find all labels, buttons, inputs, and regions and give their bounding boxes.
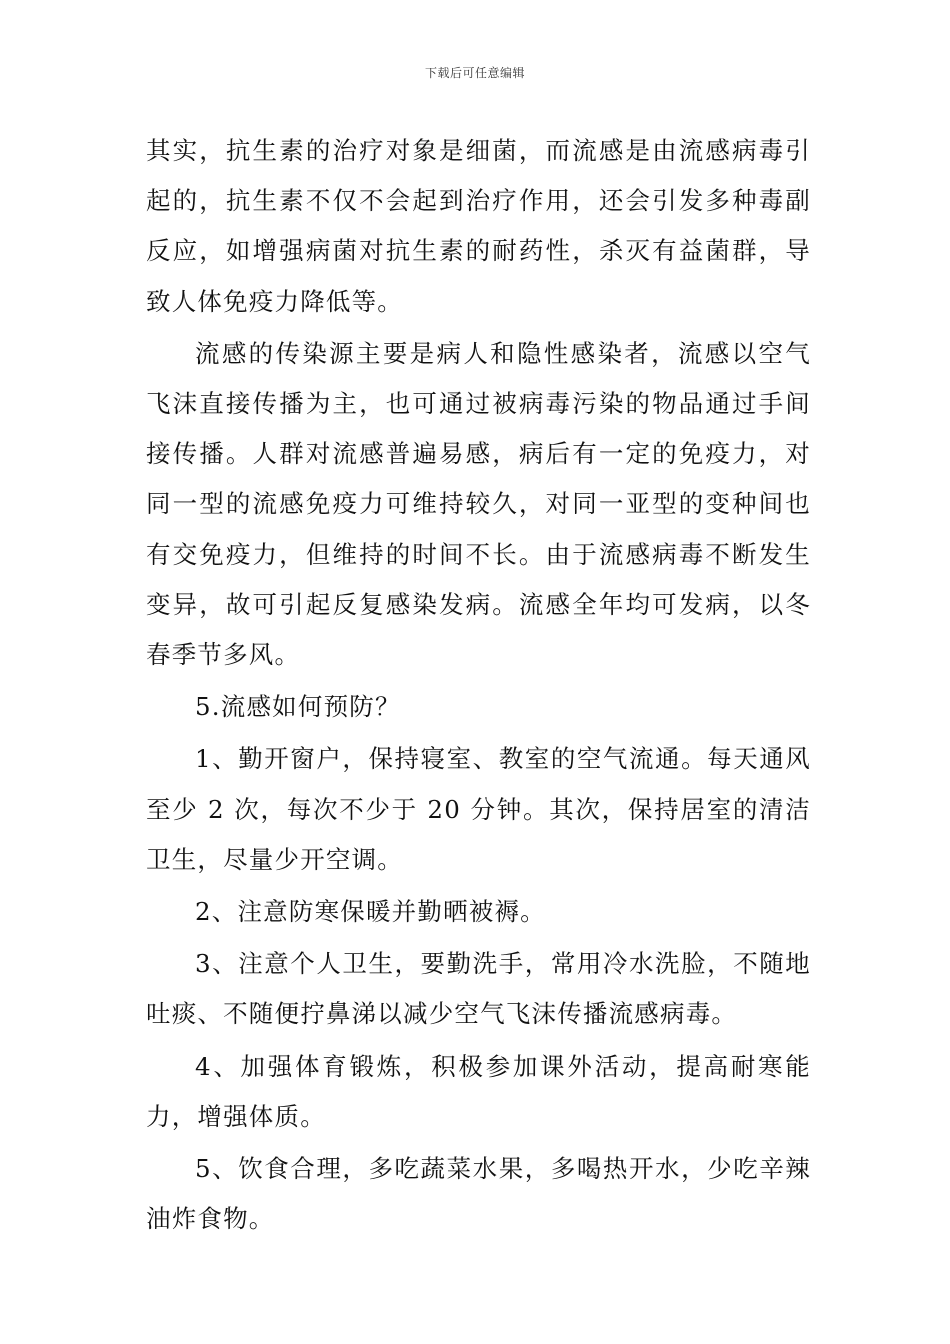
prevention-item-4: 4、加强体育锻炼，积极参加课外活动，提高耐寒能力，增强体质。 <box>146 1051 811 1131</box>
document-body <box>146 126 811 1246</box>
paragraph-transmission: 流感的传染源主要是病人和隐性感染者，流感以空气飞沫直接传播为主，也可通过被病毒污染的物品通过手间接传播。人群对流感普遍易感，病后有一定的免疫力，对同一型的流感免疫力可维持较久，对同一亚型的变种间也有交免疫力，但维持的时间不长。由于流感病毒不断发生变异，故可引起反复感染发病。流感全年均可发病，以冬春季节多风。 <box>146 338 811 670</box>
header-note: 下载后可任意编辑 <box>424 66 525 80</box>
prevention-item-5: 5、饮食合理，多吃蔬菜水果，多喝热开水，少吃辛辣油炸食物。 <box>146 1154 811 1234</box>
paragraph-antibiotics: 其实，抗生素的治疗对象是细菌，而流感是由流感病毒引起的，抗生素不仅不会起到治疗作用，还会引发多种毒副反应，如增强病菌对抗生素的耐药性，杀灭有益菌群，导致人体免疫力降低等。 <box>146 136 811 316</box>
prevention-item-1: 1、勤开窗户，保持寝室、教室的空气流通。每天通风至少 2 次，每次不少于 20 分钟。其次，保持居室的清洁卫生，尽量少开空调。 <box>146 744 811 874</box>
prevention-item-3: 3、注意个人卫生，要勤洗手，常用冷水洗脸，不随地吐痰、不随便拧鼻涕以减少空气飞沫传播流感病毒。 <box>146 949 811 1029</box>
section-heading-prevention: 5.流感如何预防？ <box>195 692 401 722</box>
prevention-item-2: 2、注意防寒保暖并勤晒被褥。 <box>195 897 546 927</box>
